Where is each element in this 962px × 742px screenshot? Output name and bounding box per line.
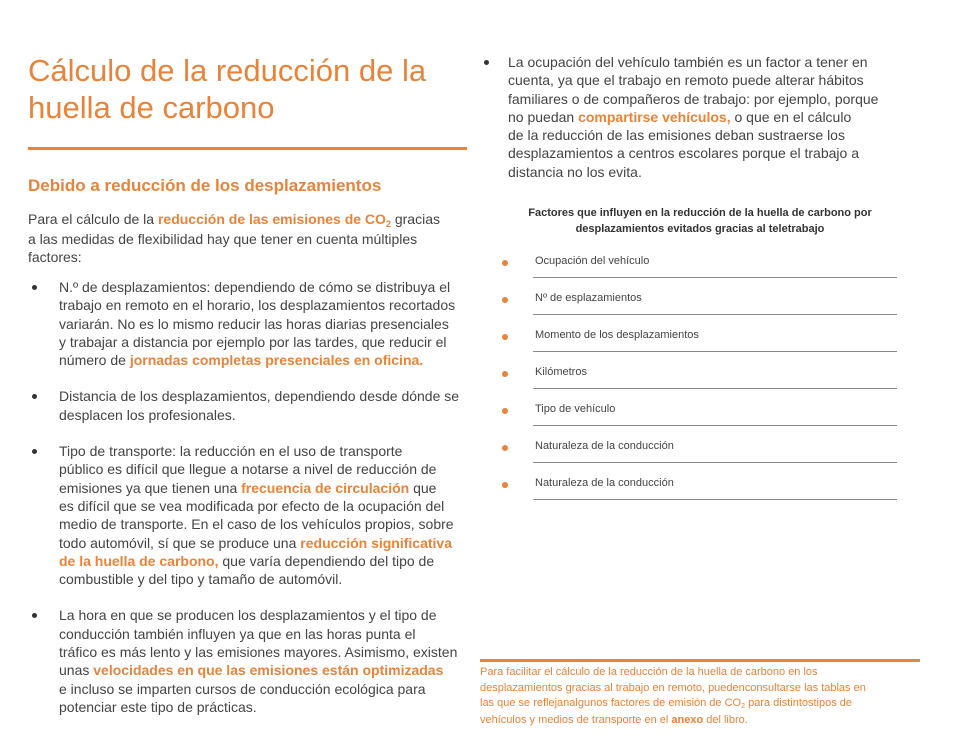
item-line: que	[409, 479, 437, 496]
item-line: desplazamientos a centros escolares porque el trabajo a	[508, 145, 859, 162]
note-line: Para facilitar el cálculo de la reducción de la huella de carbono en los	[480, 666, 818, 678]
factor-item	[500, 431, 900, 468]
footnote	[480, 665, 920, 728]
orange-bullet-icon	[502, 482, 508, 488]
list-item	[28, 278, 468, 369]
factor-label: Naturaleza de la conducción	[535, 477, 674, 489]
item-line: cuenta, ya que el trabajo en remoto puede alterar hábitos	[508, 72, 864, 89]
factors-title	[500, 205, 900, 237]
note-line: del libro.	[703, 713, 748, 726]
note-line: desplazamientos gracias al trabajo en remoto, puedenconsultarse las tablas en	[480, 681, 866, 694]
item-highlight: velocidades en que las emisiones están optimizadas	[93, 662, 444, 679]
factors-title-line-2: desplazamientos evitados gracias al teletrabajo	[575, 223, 825, 235]
page-title	[28, 52, 488, 126]
item-line: familiares o de compañeros de trabajo: por ejemplo, porque	[508, 90, 879, 107]
note-subscript: 2	[741, 703, 746, 711]
item-line: potenciar este tipo de prácticas.	[59, 698, 257, 715]
list-item	[28, 387, 468, 424]
factors-title-line-1: Factores que influyen en la reducción de la huella de carbono por	[528, 207, 872, 219]
note-divider	[480, 659, 920, 662]
factor-divider	[533, 277, 897, 278]
item-line: público es difícil que llegue a notarse a nivel de reducción de	[59, 461, 437, 478]
factor-item	[500, 357, 900, 394]
orange-bullet-icon	[502, 297, 508, 303]
factor-label: Momento de los desplazamientos	[535, 329, 699, 341]
factor-label: Kilómetros	[535, 366, 587, 378]
factor-divider	[533, 499, 897, 500]
item-line: es difícil que se vea modificada por efecto de la ocupación del	[59, 497, 445, 514]
item-line: Distancia de los desplazamientos, dependiendo desde dónde se	[59, 388, 460, 405]
factor-label: Nº de esplazamientos	[535, 292, 642, 304]
item-line: Tipo de transporte: la reducción en el uso de transporte	[59, 443, 403, 460]
intro-highlight-subscript: 2	[385, 219, 391, 229]
item-line: N.º de desplazamientos: dependiendo de cómo se distribuya el	[59, 279, 451, 295]
factor-divider	[533, 425, 897, 426]
intro-text: Para el cálculo de la	[28, 211, 158, 227]
orange-bullet-icon	[502, 445, 508, 451]
note-bold: anexo	[671, 713, 704, 726]
list-item	[28, 606, 468, 716]
orange-bullet-icon	[502, 371, 508, 377]
item-line: trabajo en remoto en el horario, los desplazamientos recortados	[59, 297, 456, 314]
item-line: conducción también influyen ya que en las horas punta el	[59, 625, 416, 642]
item-line: que varía dependiendo del tipo de	[218, 552, 435, 569]
item-line: desplacen los profesionales.	[59, 406, 236, 423]
factor-divider	[533, 314, 897, 315]
bullet-dot-icon	[32, 285, 37, 290]
item-highlight: compartirse vehículos,	[578, 108, 731, 125]
title-line-1: Cálculo de la reducción de la	[28, 53, 427, 88]
left-bullet-list	[28, 278, 468, 716]
intro-text-end: gracias	[390, 211, 440, 227]
item-line: emisiones ya que tienen una	[59, 479, 242, 496]
bullet-dot-icon	[32, 613, 37, 618]
factor-divider	[533, 388, 897, 389]
factor-item	[500, 246, 900, 283]
item-highlight: de la huella de carbono,	[59, 552, 219, 569]
bullet-dot-icon	[484, 60, 489, 65]
item-line: La ocupación del vehículo también es un factor a tener en	[508, 54, 868, 70]
item-line: no puedan	[508, 108, 579, 125]
item-line: o que en el cálculo	[730, 108, 852, 125]
orange-bullet-icon	[502, 260, 508, 266]
intro-line-2: a las medidas de flexibilidad hay que tener en cuenta múltiples	[28, 231, 418, 247]
bullet-dot-icon	[32, 449, 37, 454]
factor-item	[500, 320, 900, 357]
item-highlight: jornadas completas presenciales en oficina.	[129, 352, 424, 369]
title-line-2: huella de carbono	[28, 90, 275, 125]
intro-line-3: factores:	[28, 249, 82, 265]
factor-item	[500, 468, 900, 505]
orange-bullet-icon	[502, 334, 508, 340]
item-line: e incluso se imparten cursos de conducción ecológica para	[59, 680, 426, 697]
item-line: unas	[59, 662, 94, 679]
factor-label: Tipo de vehículo	[535, 403, 616, 415]
intro-paragraph	[28, 210, 448, 266]
orange-bullet-icon	[502, 408, 508, 414]
item-highlight: frecuencia de circulación	[241, 479, 410, 496]
intro-highlight	[158, 211, 391, 227]
factor-divider	[533, 462, 897, 463]
factors-list	[500, 246, 900, 505]
item-line: medio de transporte. En el caso de los vehículos propios, sobre	[59, 516, 454, 533]
title-divider	[28, 147, 467, 150]
item-line: La hora en que se producen los desplazamientos y el tipo de	[59, 607, 437, 624]
right-bullet-item	[480, 53, 918, 181]
factor-label: Naturaleza de la conducción	[535, 440, 674, 452]
note-line: para distintostipos de	[745, 697, 853, 710]
factor-item	[500, 394, 900, 431]
item-line: de la reducción de las emisiones deban sustraerse los	[508, 127, 845, 144]
item-line: y trabajar a distancia por ejemplo por las tardes, que reducir el	[59, 333, 447, 350]
factor-item	[500, 283, 900, 320]
item-line: todo automóvil, sí que se produce una	[59, 534, 301, 551]
note-line: las que se reflejanalgunos factores de emisión de CO	[480, 697, 742, 710]
item-line: distancia no los evita.	[508, 163, 642, 180]
item-line: número de	[59, 352, 130, 369]
item-line: tráfico es más lento y las emisiones mayores. Asimismo, existen	[59, 644, 458, 661]
item-highlight: reducción significativa	[300, 534, 452, 551]
bullet-dot-icon	[32, 394, 37, 399]
item-line: combustible y del tipo y tamaño de automóvil.	[59, 571, 343, 588]
section-heading: Debido a reducción de los desplazamientos	[28, 176, 382, 195]
factor-divider	[533, 351, 897, 352]
factor-label: Ocupación del vehículo	[535, 255, 650, 267]
intro-highlight-text: reducción de las emisiones de CO	[157, 211, 386, 227]
note-line: vehículos y medios de transporte en el	[480, 713, 672, 726]
item-line: variarán. No es lo mismo reducir las horas diarias presenciales	[59, 315, 449, 332]
list-item	[28, 442, 468, 588]
